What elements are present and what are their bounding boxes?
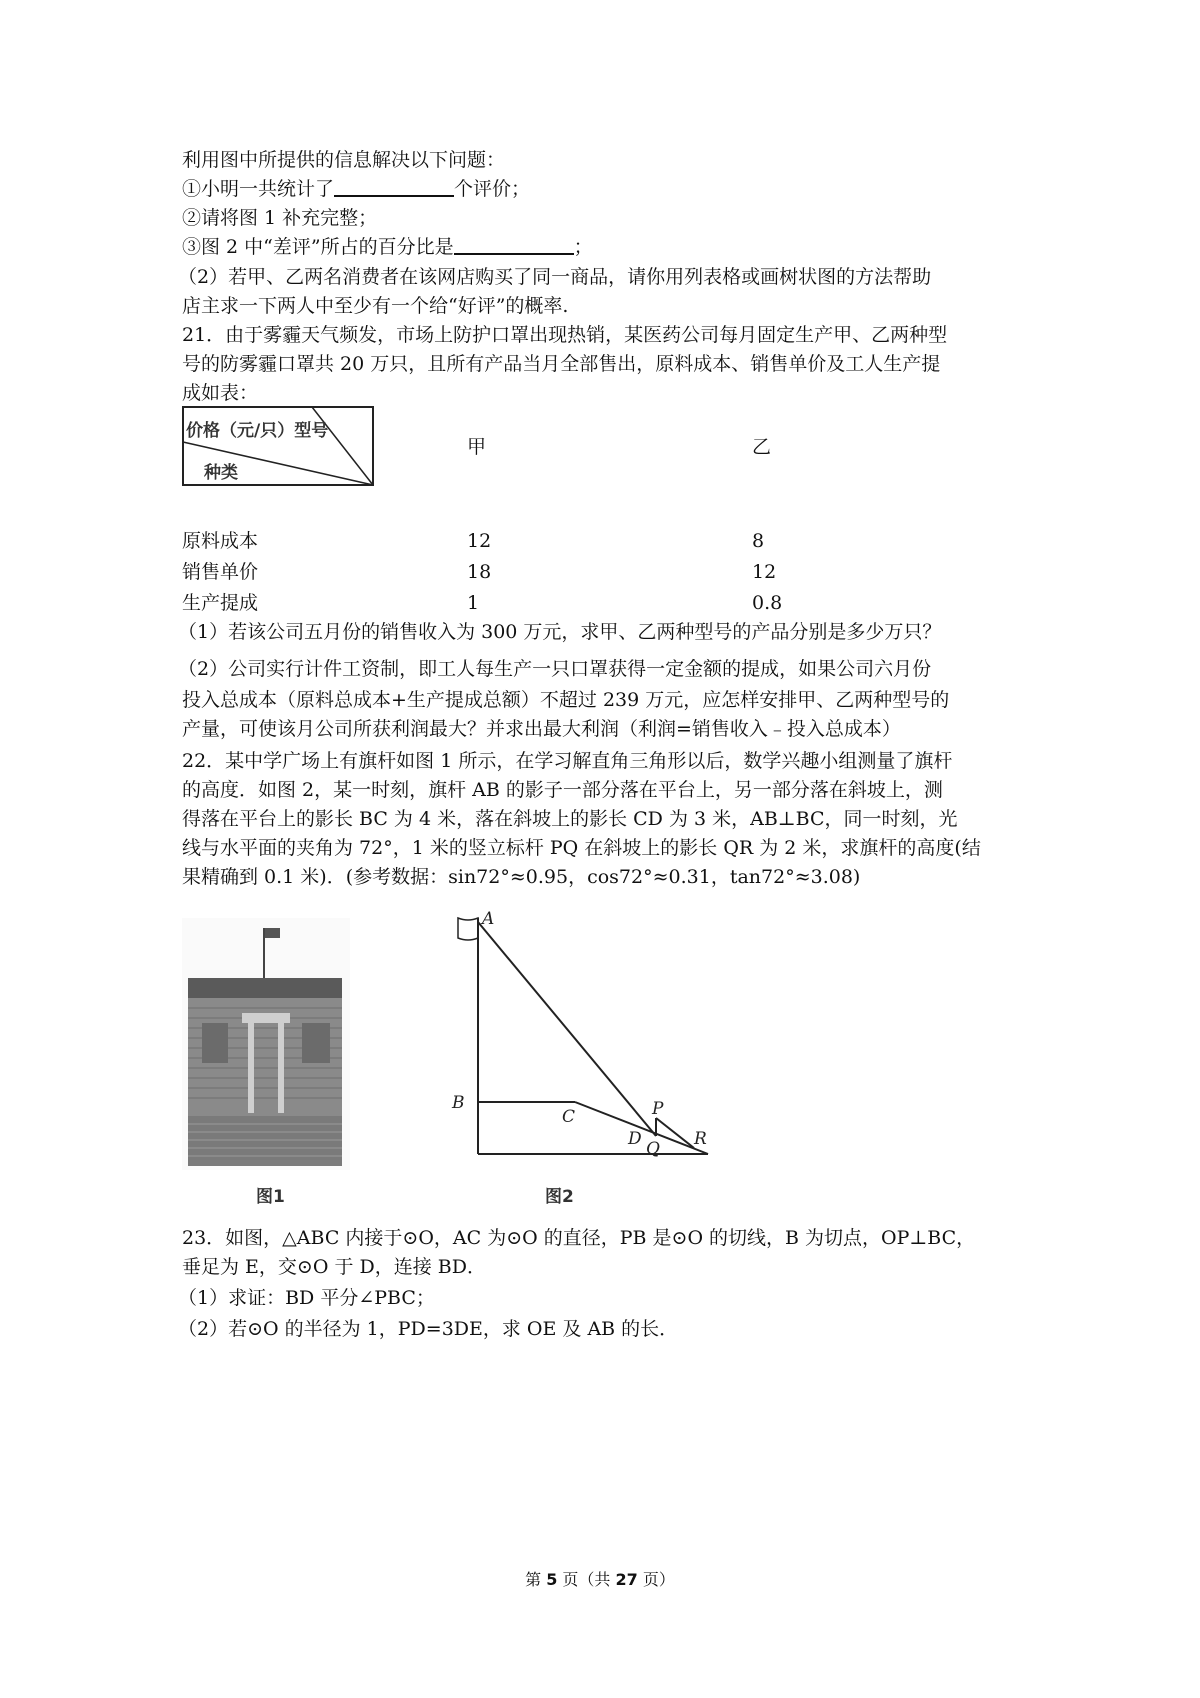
answer-blank	[334, 177, 454, 197]
q22-line5: 果精确到 0.1 米)．(参考数据：sin72°≈0.95，cos72°≈0.31，tan72°≈3.08)	[182, 866, 861, 888]
footer-pre: 第	[525, 1570, 542, 1589]
q20-p1-text-b: 个评价；	[454, 178, 531, 200]
q20-part1-item1	[182, 175, 530, 203]
q20-p1-text-a: ①小明一共统计了	[182, 178, 335, 200]
q21-question1: （1）若该公司五月份的销售收入为 300 万元，求甲、乙两种型号的产品分别是多少万只？	[178, 621, 942, 643]
q22-line4: 线与水平面的夹角为 72°，1 米的竖立标杆 PQ 在斜坡上的影长 QR 为 2 米，求旗杆的高度(结	[182, 837, 981, 859]
q22-line3: 得落在平台上的影长 BC 为 4 米，落在斜坡上的影长 CD 为 3 米，AB⊥BC，同一时刻，光	[182, 808, 958, 830]
point-label-a: A	[482, 909, 495, 929]
footer-post: 页）	[642, 1570, 675, 1589]
table-row-label: 生产提成	[182, 592, 259, 614]
q20-p3-text-b: ；	[573, 236, 593, 258]
q21-line2: 号的防雾霾口罩共 20 万只，且所有产品当月全部售出，原料成本、销售单价及工人生产提	[182, 353, 941, 375]
footer-mid: 页（共	[562, 1570, 611, 1589]
table-row-label: 销售单价	[182, 561, 259, 583]
table-cell: 0.8	[752, 592, 783, 614]
table-cell: 12	[467, 530, 492, 552]
point-label-d: D	[628, 1129, 642, 1149]
q20-part2-line1: （2）若甲、乙两名消费者在该网店购买了同一商品，请你用列表格或画树状图的方法帮助	[178, 266, 932, 288]
q21-question2-line1: （2）公司实行计件工资制，即工人每生产一只口罩获得一定金额的提成，如果公司六月份	[178, 658, 932, 680]
table-cell: 8	[752, 530, 765, 552]
q20-part2-line2: 店主求一下两人中至少有一个给“好评”的概率.	[182, 295, 569, 317]
point-label-b: B	[452, 1093, 465, 1113]
q23-line2: 垂足为 E，交⊙O 于 D，连接 BD．	[182, 1256, 486, 1278]
figure1-caption: 图1	[256, 1187, 285, 1207]
table-cell: 18	[467, 561, 492, 583]
total-page-count: 27	[615, 1570, 638, 1589]
flagpole-photo	[182, 918, 350, 1170]
table-diagonal-header	[182, 406, 374, 486]
q21-line3: 成如表：	[182, 382, 259, 404]
q21-line1: 21．由于雾霾天气频发，市场上防护口罩出现热销，某医药公司每月固定生产甲、乙两种型	[182, 324, 948, 346]
q23-part1: （1）求证：BD 平分∠PBC；	[178, 1287, 435, 1309]
point-label-c: C	[562, 1107, 576, 1127]
diagonal-header-top: 价格（元/只）型号	[186, 421, 329, 441]
current-page-number: 5	[546, 1570, 558, 1589]
q21-question2-line3: 产量，可使该月公司所获利润最大？并求出最大利润（利润=销售收入﹣投入总成本）	[182, 718, 901, 740]
q21-question2-line2: 投入总成本（原料总成本+生产提成总额）不超过 239 万元，应怎样安排甲、乙两种型号的	[182, 689, 950, 711]
answer-blank	[454, 235, 574, 255]
table-cell: 12	[752, 561, 777, 583]
point-label-r: R	[694, 1129, 707, 1149]
q23-part2: （2）若⊙O 的半径为 1，PD=3DE，求 OE 及 AB 的长．	[178, 1318, 679, 1340]
q22-line1: 22．某中学广场上有旗杆如图 1 所示，在学习解直角三角形以后，数学兴趣小组测量了旗杆	[182, 750, 953, 772]
q20-part1-item3	[182, 233, 593, 261]
page-footer	[0, 1568, 1200, 1592]
figure2-caption: 图2	[545, 1187, 574, 1207]
point-label-p: P	[652, 1099, 664, 1119]
point-label-q: Q	[646, 1139, 660, 1159]
diagonal-header-bottom: 种类	[204, 463, 238, 483]
q22-line2: 的高度．如图 2，某一时刻，旗杆 AB 的影子一部分落在平台上，另一部分落在斜坡上，测	[182, 779, 943, 801]
q20-part1-item2: ②请将图 1 补充完整；	[182, 207, 378, 229]
q20-intro: 利用图中所提供的信息解决以下问题：	[182, 149, 506, 171]
table-col-header-a: 甲	[467, 436, 487, 458]
q20-p3-text-a: ③图 2 中“差评”所占的百分比是	[182, 236, 454, 258]
table-row-label: 原料成本	[182, 530, 259, 552]
flagpole-shadow-diagram	[430, 908, 710, 1170]
table-cell: 1	[467, 592, 480, 614]
table-col-header-b: 乙	[752, 436, 772, 458]
q23-line1: 23．如图，△ABC 内接于⊙O，AC 为⊙O 的直径，PB 是⊙O 的切线，B 为切点，OP⊥BC，	[182, 1227, 976, 1249]
